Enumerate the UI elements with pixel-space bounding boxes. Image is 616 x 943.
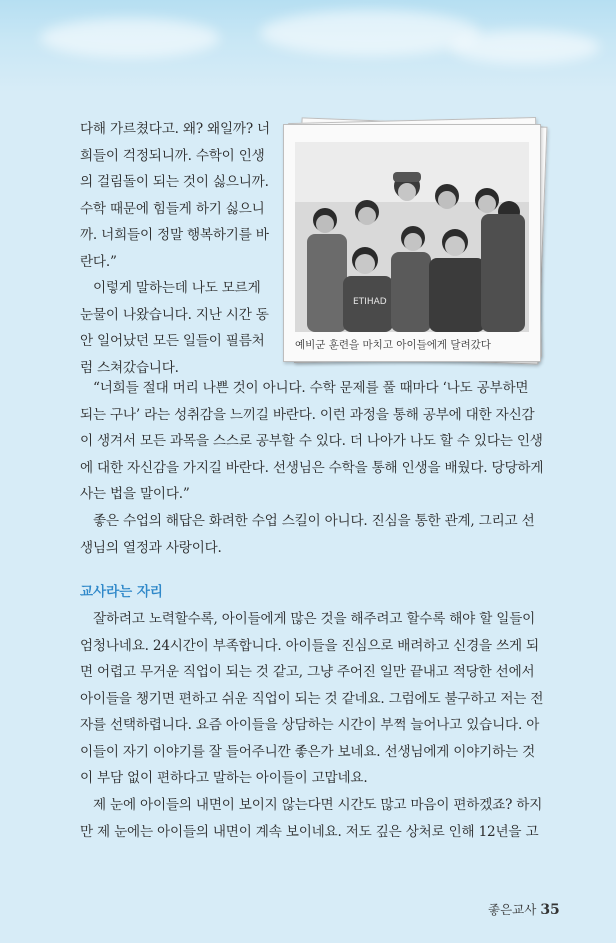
intro-line: 의 걸림돌이 되는 것이 싫으니까. (80, 174, 269, 190)
conclusion-line: 좋은 수업의 해답은 화려한 수업 스킬이 아니다. 진심을 통한 관계, 그리고 선 (93, 513, 535, 529)
group-photo-illustration (295, 142, 529, 332)
intro-line: 이렇게 말하는데 나도 모르게 (93, 280, 261, 296)
section-title: 교사라는 자리 (80, 584, 163, 600)
section-paragraph-1 (80, 606, 543, 792)
intro-line: 란다.” (80, 253, 117, 270)
conclusion-line: 생님의 열정과 사랑이다. (80, 539, 222, 556)
section-line: 아이들을 챙기면 편하고 쉬운 직업이 되는 것 같네요. 그럼에도 불구하고 저는 전 (80, 690, 544, 707)
intro-line: 럼 스쳐갔습니다. (80, 359, 179, 376)
intro-text-block (80, 116, 270, 381)
page-number: 35 (540, 902, 560, 918)
group-photo (295, 142, 529, 332)
publication-title: 좋은교사 (488, 902, 537, 917)
shirt-text: ETIHAD (353, 297, 387, 307)
quote-text-block (80, 375, 543, 508)
intro-line: 안 일어났던 모든 일들이 필름처 (80, 333, 265, 349)
quote-line: 사는 법을 말이다.” (80, 486, 190, 502)
section-line: 잘하려고 노력할수록, 아이들에게 많은 것을 해주려고 할수록 해야 할 일들이 (93, 611, 536, 627)
page-footer (488, 900, 560, 918)
quote-line: “너희들 절대 머리 나쁜 것이 아니다. 수학 문제를 풀 때마다 ‘나도 공부하면 (93, 380, 529, 396)
quote-line: 이 생겨서 모든 과목을 스스로 공부할 수 있다. 더 나아가 나도 할 수 있다는 인생 (80, 433, 543, 449)
photo-figure (283, 118, 541, 370)
cloud-decoration (260, 10, 480, 56)
intro-line: 수학 때문에 힘들게 하기 싫으니 (80, 200, 265, 217)
section-line: 자를 선택하렵니다. 요즘 아이들을 상담하는 시간이 부쩍 늘어나고 있습니다. 아 (80, 717, 540, 733)
quote-line: 에 대한 자신감을 가지길 바란다. 선생님은 수학을 통해 인생을 배웠다. 당당하게 (80, 459, 544, 476)
intro-line: 다해 가르쳤다고. 왜? 왜일까? 너 (80, 121, 270, 137)
conclusion-text-block (80, 508, 535, 561)
section-line: 엄청나네요. 24시간이 부족합니다. 아이들을 진심으로 배려하고 신경을 쓰게 되 (80, 637, 539, 654)
cloud-decoration (40, 18, 220, 58)
section-paragraph-2 (80, 792, 542, 845)
intro-line: 희들이 걱정되니까. 수학이 인생 (80, 147, 265, 164)
section-line: 이 부담 없이 편하다고 말하는 아이들이 고맙네요. (80, 770, 368, 786)
quote-line: 되는 구나’ 라는 성취감을 느끼길 바란다. 이런 과정을 통해 공부에 대한 자신감 (80, 406, 535, 423)
header-sky-band (0, 0, 616, 92)
intro-line: 눈물이 나왔습니다. 지난 시간 동 (80, 306, 269, 323)
intro-line: 까. 너희들이 정말 행복하기를 바 (80, 227, 269, 243)
section-line: 제 눈에 아이들의 내면이 보이지 않는다면 시간도 많고 마음이 편하겠죠? 하지 (93, 797, 543, 813)
section-line: 이들이 자기 이야기를 잘 들어주니깐 좋은가 보네요. 선생님에게 이야기하는 것 (80, 743, 536, 760)
photo-frame (283, 124, 541, 362)
section-line: 면 어렵고 무거운 직업이 되는 것 같고, 그냥 주어진 일만 끝내고 적당한 선에서 (80, 664, 535, 680)
section-line: 만 제 눈에는 아이들의 내면이 계속 보이네요. 저도 깊은 상처로 인해 12년을 고 (80, 823, 539, 840)
cloud-decoration (450, 30, 600, 64)
photo-caption: 예비군 훈련을 마치고 아이들에게 달려갔다 (295, 339, 491, 351)
